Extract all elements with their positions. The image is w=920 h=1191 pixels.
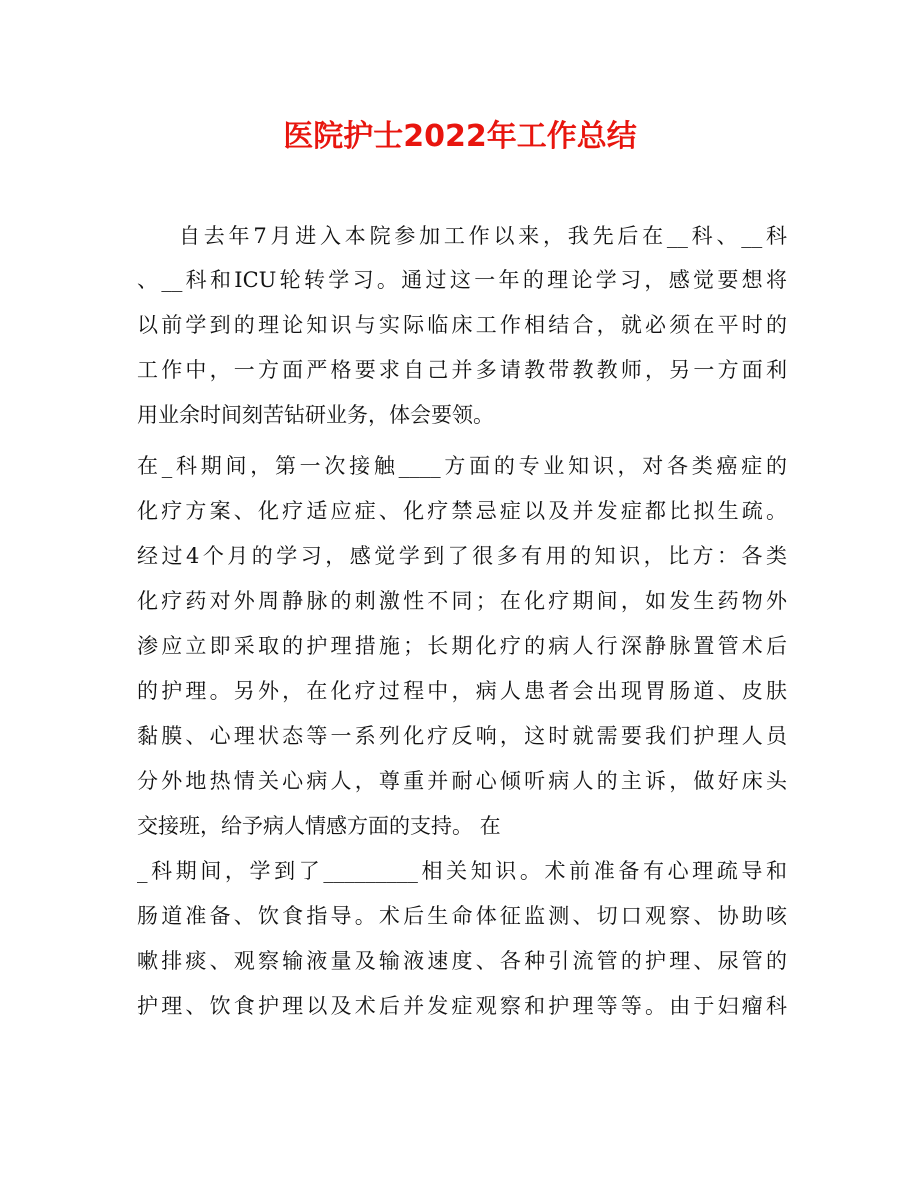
text-line: 工作中，一方面严格要求自己并多请教带教教师，另一方面利 (137, 358, 787, 382)
text-line: 、__科和ICU轮转学习。通过这一年的理论学习，感觉要想将 (137, 268, 787, 292)
text-line: 化疗方案、化疗适应症、化疗禁忌症以及并发症都比拟生疏。 (137, 499, 787, 523)
text-line: 黏膜、心理状态等一系列化疗反响，这时就需要我们护理人员 (137, 724, 787, 748)
text-line: 以前学到的理论知识与实际临床工作相结合，就必须在平时的 (137, 313, 787, 337)
text-line: 用业余时间刻苦钻研业务，体会要领。 (137, 403, 494, 427)
text-line: 渗应立即采取的护理措施；长期化疗的病人行深静脉置管术后 (137, 634, 787, 658)
text-line: 分外地热情关心病人，尊重并耐心倾听病人的主诉，做好床头 (137, 769, 787, 793)
text-line: 交接班，给予病人情感方面的支持。 在 (137, 814, 501, 838)
text-line: 肠道准备、饮食指导。术后生命体征监测、切口观察、协助咳 (137, 904, 787, 928)
text-line: _科期间，学到了_________相关知识。术前准备有心理疏导和 (137, 859, 787, 883)
text-line: 经过4个月的学习，感觉学到了很多有用的知识，比方：各类 (137, 544, 787, 568)
text-line: 在_科期间，第一次接触____方面的专业知识，对各类癌症的 (137, 454, 787, 478)
text-line: 化疗药对外周静脉的刺激性不同；在化疗期间，如发生药物外 (137, 589, 787, 613)
text-line: 嗽排痰、观察输液量及输液速度、各种引流管的护理、尿管的 (137, 949, 787, 973)
document-title: 医院护士2022年工作总结 (283, 119, 637, 154)
text-line: 的护理。另外，在化疗过程中，病人患者会出现胃肠道、皮肤 (137, 679, 787, 703)
text-line: 护理、饮食护理以及术后并发症观察和护理等等。由于妇瘤科 (137, 994, 787, 1018)
text-line: 自去年7月进入本院参加工作以来，我先后在__科、__科 (179, 224, 787, 248)
